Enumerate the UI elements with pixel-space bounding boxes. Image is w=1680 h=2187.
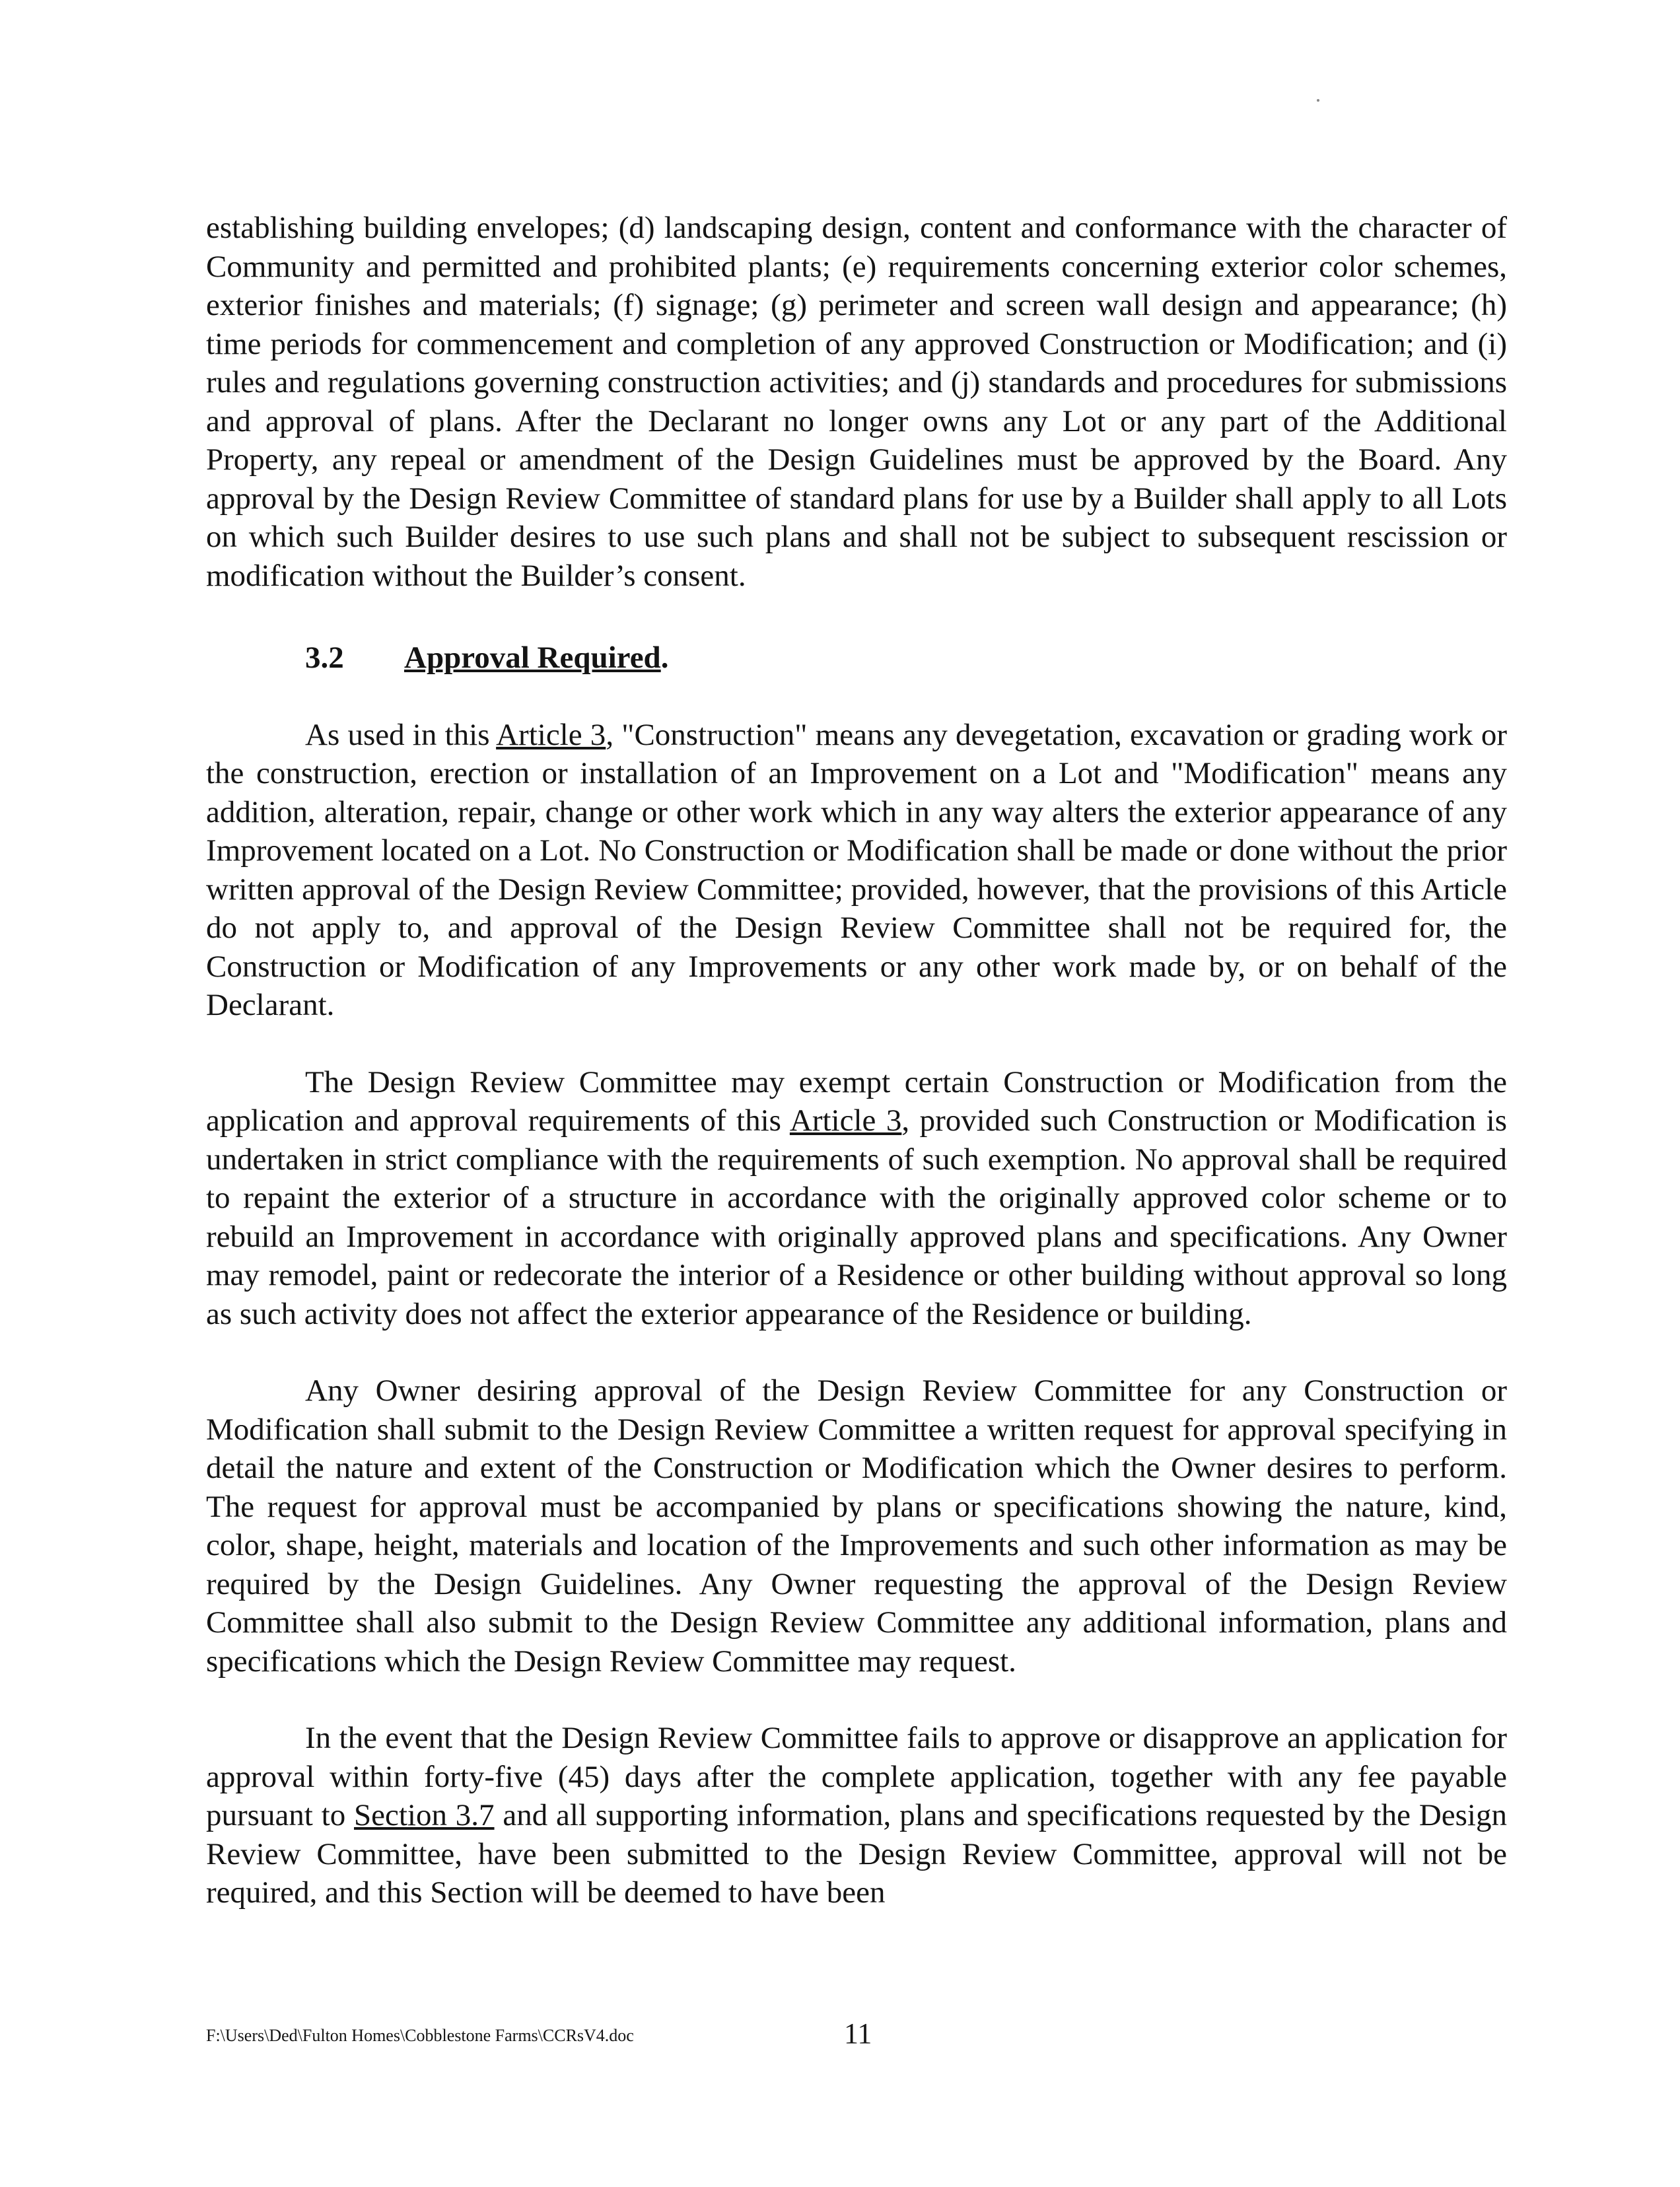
paragraph-approval-request: Any Owner desiring approval of the Design Review Committee for any Construction or Modification shall submit to the Design Review Committee a written request for approval specifying in detail the nature and extent of the Construction or Modification which the Owner desires to perform. The request for approval must be accompanied by plans or specifications showing the nature, kind, color, shape, height, materials and location of the Improvements and such other information as may be required by the Design Guidelines. Any Owner requesting the approval of the Design Review Committee shall also submit to the Design Review Committee any additional information, plans and specifications which the Design Review Committee may request. [206, 1373, 1507, 1679]
section-number: 3.2 [305, 641, 344, 675]
section-title: Approval Required [404, 641, 661, 675]
document-body [206, 209, 1507, 1912]
paragraph-text: , provided such Construction or Modification is undertaken in strict compliance with the requirements of such exemption. No approval shall be required to repaint the exterior of a structure in accordance with the originally approved color scheme or to rebuild an Improvement in accordance with originally approved plans and specifications. Any Owner may remodel, paint or redecorate the interior of a Residence or other building without approval so long as such activity does not affect the exterior appearance of the Residence or building. [206, 1103, 1507, 1331]
paragraph-text: The Design Review Committee may exempt certain Construction or Modification from the application and approval requirements of this [206, 1064, 1507, 1138]
paragraph-text: and all supporting information, plans and specifications requested by the Design Review Committee, have been submitted to the Design Review Committee, approval will not be required, and this Section will be deemed to have been [206, 1798, 1507, 1910]
article-reference: Article 3 [496, 717, 606, 752]
paragraph-construction-definition [206, 716, 1507, 1025]
paragraph-text: In the event that the Design Review Committee fails to approve or disapprove an application for approval within forty-five (45) days after the complete application, together with any fee payable pursuant to [206, 1721, 1507, 1832]
section-title-period: . [660, 641, 669, 675]
scan-speck [1317, 99, 1319, 102]
page-number: 11 [844, 2017, 872, 2050]
section-heading [206, 639, 1507, 677]
paragraph-approval-deadline [206, 1719, 1507, 1912]
footer-file-path: F:\Users\Ded\Fulton Homes\Cobblestone Farms\CCRsV4.doc [206, 2026, 634, 2045]
paragraph-design-guidelines-continued: establishing building envelopes; (d) landscaping design, content and conformance with the character of Community and permitted and prohibited plants; (e) requirements concerning exterior color schemes, exterior finishes and materials; (f) signage; (g) perimeter and screen wall design and appearance; (h) time periods for commencement and completion of any approved Construction or Modification; and (i) rules and regulations governing construction activities; and (j) standards and procedures for submissions and approval of plans. After the Declarant no longer owns any Lot or any part of the Additional Property, any repeal or amendment of the Design Guidelines must be approved by the Board. Any approval by the Design Review Committee of standard plans for use by a Builder shall apply to all Lots on which such Builder desires to use such plans and shall not be subject to subsequent rescission or modification without the Builder’s consent. [206, 211, 1507, 593]
paragraph-text: , "Construction" means any devegetation, excavation or grading work or the construction, erection or installation of an Improvement on a Lot and "Modification" means any addition, alteration, repair, change or other work which in any way alters the exterior appearance of any Improvement located on a Lot. No Construction or Modification shall be made or done without the prior written approval of the Design Review Committee; provided, however, that the provisions of this Article do not apply to, and approval of the Design Review Committee shall not be required for, the Construction or Modification of any Improvements or any other work made by, or on behalf of the Declarant. [206, 717, 1507, 1022]
paragraph-exemptions [206, 1063, 1507, 1334]
section-reference: Section 3.7 [354, 1798, 495, 1832]
article-reference: Article 3 [789, 1103, 902, 1138]
paragraph-text: As used in this [305, 717, 497, 752]
